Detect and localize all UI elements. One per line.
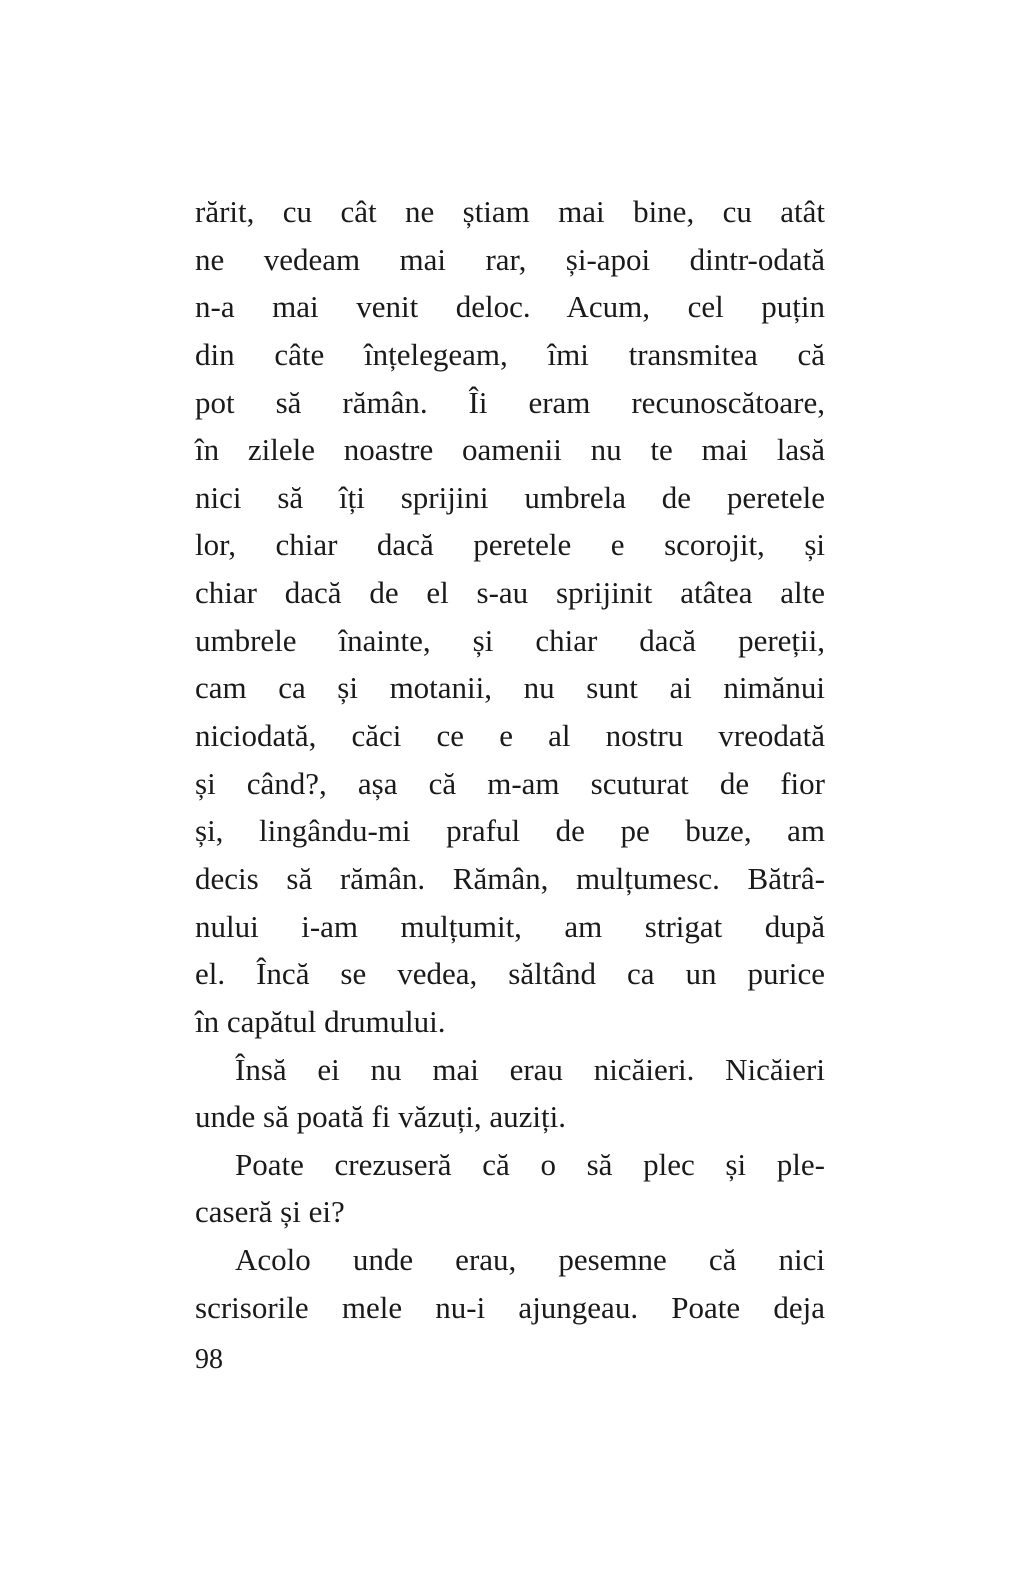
text-line: umbrele înainte, și chiar dacă pereții, (195, 622, 825, 658)
text-line: decis să rămân. Rămân, mulțumesc. Bătrâ- (195, 860, 825, 896)
page-number: 98 (195, 1344, 223, 1375)
text-line: rărit, cu cât ne știam mai bine, cu atât (195, 194, 825, 229)
text-line: niciodată, căci ce e al nostru vreodată (195, 718, 825, 754)
text-line: și, lingându-mi praful de pe buze, am (195, 813, 825, 849)
text-line: Însă ei nu mai erau nicăieri. Nicăieri (235, 1051, 825, 1087)
text-line: nici să îți sprijini umbrela de peretele (195, 479, 825, 515)
text-line: cam ca și motanii, nu sunt ai nimănui (195, 670, 825, 706)
text-line: Poate crezuseră că o să plec și ple- (235, 1146, 825, 1182)
text-line: scrisorile mele nu-i ajungeau. Poate deja (195, 1289, 825, 1325)
text-line: lor, chiar dacă peretele e scorojit, și (195, 527, 825, 563)
text-line: chiar dacă de el s-au sprijinit atâtea alte (195, 575, 825, 611)
text-line: în zilele noastre oamenii nu te mai lasă (195, 432, 825, 468)
text-line: n-a mai venit deloc. Acum, cel puțin (195, 289, 825, 325)
text-line: în capătul drumului. (195, 1003, 446, 1039)
text-line: unde să poată fi văzuți, auziți. (195, 1099, 567, 1135)
text-line: el. Încă se vedea, săltând ca un purice (195, 956, 825, 992)
text-line: caseră și ei? (195, 1194, 345, 1230)
text-line: nului i-am mulțumit, am strigat după (195, 908, 825, 944)
text-line: pot să rămân. Îi eram recunoscătoare, (195, 384, 825, 420)
text-line: Acolo unde erau, pesemne că nici (235, 1242, 825, 1278)
text-line: și când?, așa că m-am scuturat de fior (195, 765, 825, 801)
text-line: ne vedeam mai rar, și-apoi dintr-odată (195, 241, 825, 277)
body-text (195, 188, 825, 1331)
text-line: din câte înțelegeam, îmi transmitea că (195, 336, 825, 372)
